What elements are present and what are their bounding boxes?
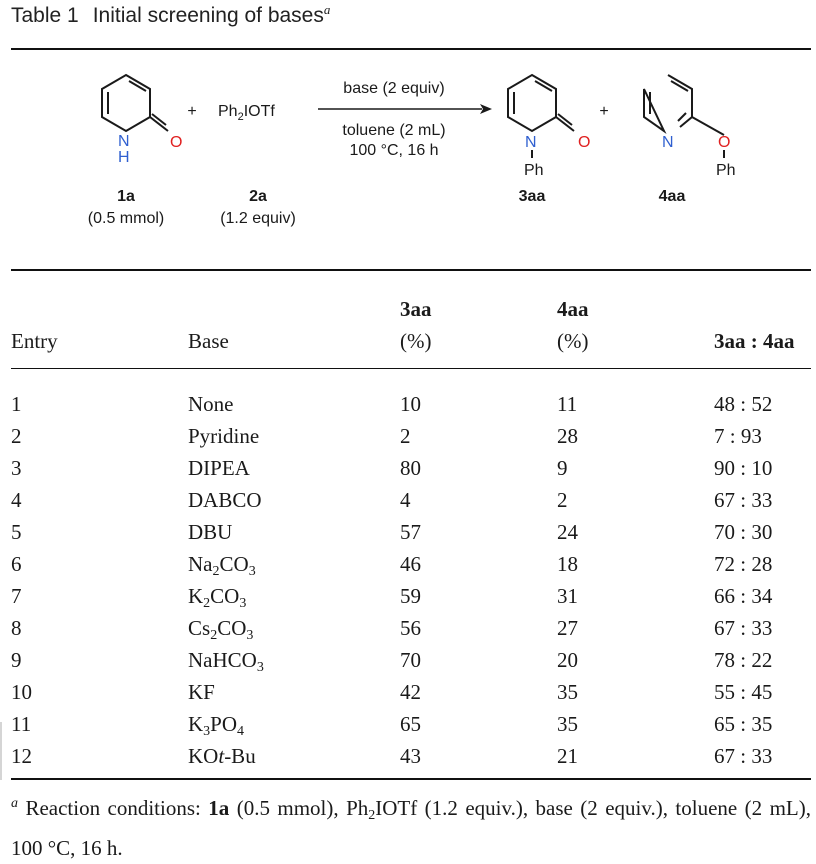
cell-4aa-yield: 31	[557, 584, 578, 608]
cell-4aa-yield: 27	[557, 616, 578, 640]
cell-3aa-yield: 4	[400, 488, 411, 512]
page-edge	[0, 722, 2, 780]
cell-base: $Na_2CO_3$	[188, 552, 256, 579]
cell-entry: 10	[11, 680, 32, 704]
atom-H-1a: H	[118, 149, 130, 166]
atom-N-1a: N	[118, 133, 130, 150]
cell-4aa-yield: 9	[557, 456, 568, 480]
cell-entry: 6	[11, 552, 22, 576]
cell-base: DABCO	[188, 488, 262, 512]
label-3aa: 3aa	[518, 188, 546, 205]
cell-3aa-yield: 43	[400, 744, 421, 768]
label-4aa: 4aa	[658, 188, 686, 205]
cell-ratio: 67 : 33	[714, 488, 773, 512]
atom-O-3aa: O	[578, 134, 591, 151]
cell-entry: 12	[11, 744, 32, 768]
mid-rule	[11, 269, 811, 271]
cell-entry: 1	[11, 392, 22, 416]
cell-ratio: 66 : 34	[714, 584, 773, 608]
cell-base: $K_2CO_3$	[188, 584, 247, 611]
cell-3aa-yield: 70	[400, 648, 421, 672]
header-3aa-unit: (%)	[400, 329, 432, 353]
header-3aa: 3aa	[400, 297, 432, 321]
structure-4aa	[644, 75, 724, 158]
cell-ratio: 67 : 33	[714, 744, 773, 768]
atom-Ph-4aa: Ph	[716, 162, 736, 179]
structure-3aa	[508, 75, 574, 158]
cell-4aa-yield: 11	[557, 392, 578, 416]
cell-4aa-yield: 18	[557, 552, 578, 576]
cell-4aa-yield: 35	[557, 680, 578, 704]
cell-4aa-yield: 35	[557, 712, 578, 736]
cell-ratio: 72 : 28	[714, 552, 773, 576]
cell-ratio: 90 : 10	[714, 456, 773, 480]
header-4aa: 4aa	[557, 297, 589, 321]
structure-1a	[102, 75, 168, 131]
header-ratio: 3aa : 4aa	[714, 329, 795, 353]
plus-sign-2: +	[599, 103, 609, 120]
caption-footnote-marker: a	[323, 2, 331, 17]
atom-N-3aa: N	[525, 134, 537, 151]
cell-3aa-yield: 46	[400, 552, 421, 576]
condition-temp-time: 100 °C, 16 h	[349, 142, 439, 159]
label-1a: 1a	[117, 188, 135, 205]
cell-3aa-yield: 2	[400, 424, 411, 448]
cell-entry: 2	[11, 424, 22, 448]
cell-4aa-yield: 24	[557, 520, 578, 544]
condition-base: base (2 equiv)	[343, 80, 445, 97]
cell-entry: 5	[11, 520, 22, 544]
header-base: Base	[188, 329, 229, 353]
cell-base: KF	[188, 680, 215, 704]
cell-ratio: 65 : 35	[714, 712, 773, 736]
cell-4aa-yield: 21	[557, 744, 578, 768]
cell-3aa-yield: 42	[400, 680, 421, 704]
footnote	[11, 788, 811, 864]
cell-ratio: 67 : 33	[714, 616, 773, 640]
header-rule	[11, 368, 811, 369]
cell-3aa-yield: 59	[400, 584, 421, 608]
reaction-arrow	[318, 104, 492, 114]
cell-base: $K_3PO_4$	[188, 712, 245, 739]
cell-ratio: 55 : 45	[714, 680, 773, 704]
cell-ratio: 70 : 30	[714, 520, 773, 544]
reaction-scheme	[0, 55, 816, 265]
atom-O-1a: O	[170, 134, 183, 151]
cell-base: Pyridine	[188, 424, 260, 448]
top-rule	[11, 48, 811, 50]
cell-entry: 4	[11, 488, 22, 512]
cell-4aa-yield: 20	[557, 648, 578, 672]
atom-N-4aa: N	[662, 134, 674, 151]
cell-4aa-yield: 2	[557, 488, 568, 512]
cell-3aa-yield: 57	[400, 520, 421, 544]
table-caption	[11, 2, 330, 28]
cell-base: None	[188, 392, 234, 416]
condition-solvent: toluene (2 mL)	[342, 122, 446, 139]
cell-3aa-yield: 65	[400, 712, 421, 736]
cell-3aa-yield: 56	[400, 616, 421, 640]
cell-base: NaHCO$_3$	[188, 648, 264, 675]
cell-entry: 9	[11, 648, 22, 672]
plus-sign-1: +	[187, 103, 197, 120]
cell-ratio: 7 : 93	[714, 424, 762, 448]
reagent-2a-formula: $Ph_2IOTf$	[218, 103, 275, 123]
cell-base: DIPEA	[188, 456, 250, 480]
footnote-text: Reaction conditions: 1a (0.5 mmol), $Ph_2IOTf$ (1.2 equiv.), base (2 equiv.), toluene (2 mL), 100 °C, 16 h.	[11, 796, 812, 860]
header-entry: Entry	[11, 329, 58, 353]
cell-entry: 3	[11, 456, 22, 480]
footnote-marker: a	[11, 796, 18, 811]
cell-entry: 7	[11, 584, 22, 608]
cell-base: $Cs_2CO_3$	[188, 616, 254, 643]
cell-entry: 11	[11, 712, 32, 736]
table-label: Table 1	[11, 4, 79, 27]
table-title: Initial screening of bases	[92, 4, 324, 27]
cell-entry: 8	[11, 616, 22, 640]
cell-base: KOt-Bu	[188, 744, 256, 768]
cell-ratio: 78 : 22	[714, 648, 773, 672]
cell-3aa-yield: 80	[400, 456, 421, 480]
amount-2a: (1.2 equiv)	[220, 210, 296, 227]
cell-4aa-yield: 28	[557, 424, 578, 448]
cell-base: DBU	[188, 520, 233, 544]
header-4aa-unit: (%)	[557, 329, 589, 353]
cell-ratio: 48 : 52	[714, 392, 773, 416]
amount-1a: (0.5 mmol)	[87, 210, 165, 227]
label-2a: 2a	[249, 188, 267, 205]
atom-Ph-3aa: Ph	[524, 162, 544, 179]
cell-3aa-yield: 10	[400, 392, 421, 416]
bottom-rule	[11, 778, 811, 780]
atom-O-4aa: O	[718, 134, 731, 151]
